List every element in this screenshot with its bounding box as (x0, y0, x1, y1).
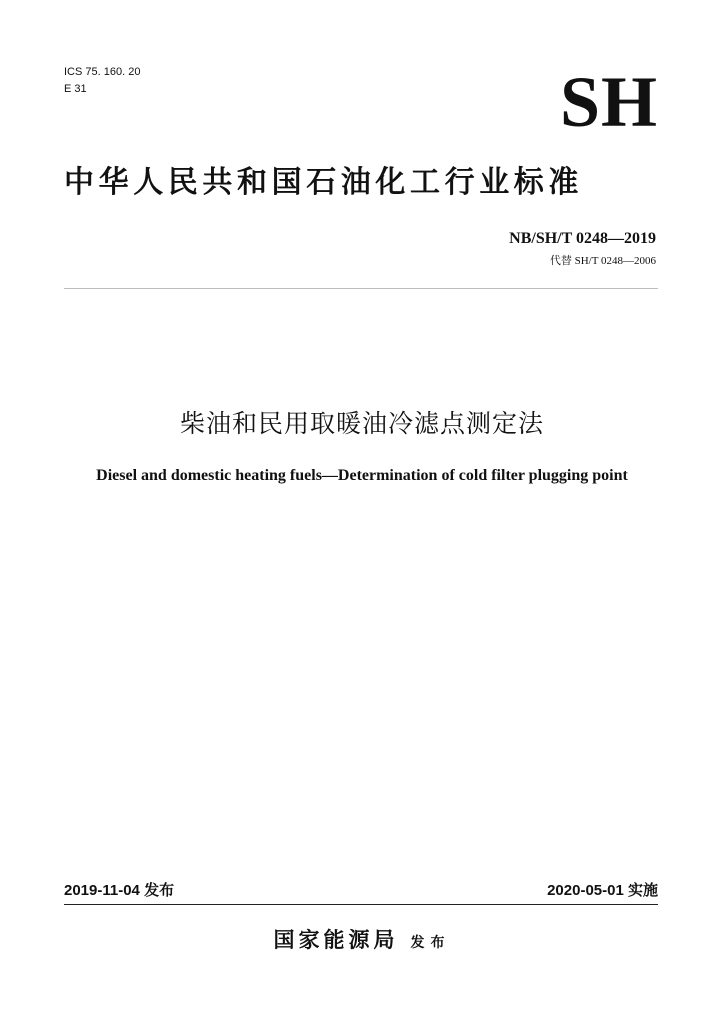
sh-logo: SH (559, 62, 658, 142)
top-divider (64, 288, 658, 289)
document-title-chinese: 柴油和民用取暖油冷滤点测定法 (179, 409, 544, 438)
issue-date: 2019-11-04 发布 (64, 882, 175, 899)
replaces-standard: 代替 SH/T 0248—2006 (549, 255, 656, 267)
header-title: 中华人民共和国石油化工行业标准 (64, 165, 583, 200)
ccs-code: E 31 (64, 83, 87, 95)
implementation-date: 2020-05-01 实施 (547, 882, 658, 899)
publisher-name: 国家能源局 (273, 928, 399, 952)
classification-codes (64, 64, 140, 98)
ics-code: ICS 75. 160. 20 (64, 66, 141, 78)
bottom-divider (64, 904, 658, 905)
publisher-line (0, 925, 724, 958)
standard-number: NB/SH/T 0248—2019 (509, 230, 656, 247)
document-title-english: Diesel and domestic heating fuels—Determination of cold filter plugging point (96, 467, 628, 484)
publisher-action: 发布 (410, 935, 451, 951)
